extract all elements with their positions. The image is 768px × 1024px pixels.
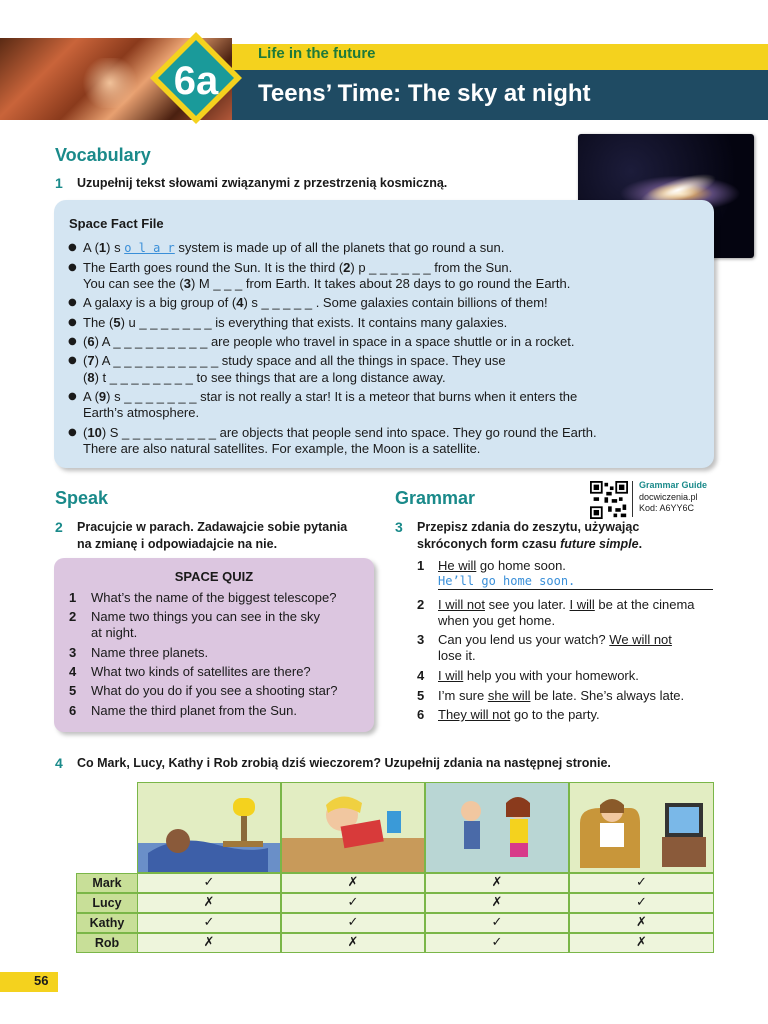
- sentence-text: see you later.: [484, 597, 570, 612]
- quiz-item-text: What do you do if you see a shooting star?: [91, 683, 338, 698]
- fact-text-end: Earth’s atmosphere.: [83, 405, 200, 420]
- grammar-guide-title: Grammar Guide: [639, 480, 708, 490]
- exercise-4-instruction: Co Mark, Lucy, Kathy i Rob zrobią dziś wieczorem? Uzupełnij zdania na następnej stronie.: [77, 756, 611, 770]
- fact-text-end: There are also natural satellites. For example, the Moon is a satellite.: [83, 441, 481, 456]
- row-name-mark: Mark: [76, 873, 138, 893]
- gap-letters: ) u _ _ _ _ _ _ _: [120, 315, 212, 330]
- grammar-item-number: 1: [417, 558, 425, 573]
- grammar-guide-site[interactable]: docwiczenia.pl: [639, 492, 698, 502]
- handwritten-letters: o l a r: [124, 241, 175, 255]
- space-fact-file-title: Space Fact File: [69, 216, 164, 231]
- gap-letters: ) s: [106, 240, 125, 255]
- exercise-3-instruction-line1: Przepisz zdania do zeszytu, używając: [417, 520, 640, 534]
- space-quiz-title: SPACE QUIZ: [174, 569, 254, 584]
- grammar-item-number: 4: [417, 668, 425, 683]
- bullet-icon: ●: [68, 262, 77, 273]
- gap-number: 2: [343, 260, 351, 275]
- mark-cell: ✗: [281, 873, 425, 893]
- sentence-text: be at the cinema: [594, 597, 695, 612]
- gap-number: 8: [87, 370, 95, 385]
- fact-line: [83, 405, 199, 420]
- exercise-1-instruction: Uzupełnij tekst słowami związanymi z przestrzenią kosmiczną.: [77, 176, 448, 190]
- grammar-sentence: [438, 668, 639, 683]
- quiz-item-number: 1: [69, 590, 77, 605]
- bullet-icon: ●: [68, 391, 77, 402]
- grammar-item-number: 5: [417, 688, 425, 703]
- exercise-2-instruction-line1: Pracujcie w parach. Zadawajcie sobie pytania: [77, 520, 348, 534]
- picture-dancing: [425, 782, 569, 873]
- fact-text-end: are people who travel in space in a space shuttle or in a rocket.: [207, 334, 575, 349]
- mark-cell: ✓: [137, 873, 281, 893]
- sentence-text: I’m sure: [438, 688, 488, 703]
- underlined-verb: I will: [569, 597, 595, 612]
- quiz-item-text: Name two things you can see in the sky: [91, 609, 321, 624]
- grammar-guide-code: Kod: A6YY6C: [639, 503, 695, 513]
- sentence-text: be late. She’s always late.: [530, 688, 685, 703]
- fact-text-end: . Some galaxies contain billions of them!: [312, 295, 548, 310]
- gap-letters: ) A _ _ _ _ _ _ _ _ _ _: [94, 353, 219, 368]
- fact-text-start: A (: [83, 240, 99, 255]
- grammar-sentence: [438, 613, 555, 628]
- mark-cell: ✗: [425, 873, 569, 893]
- fact-line: [83, 441, 480, 456]
- page-number-tab: [0, 972, 58, 992]
- fact-text-end: to see things that are a long distance away.: [192, 370, 446, 385]
- quiz-item-text: Name three planets.: [91, 645, 209, 660]
- mark-cell: ✓: [137, 913, 281, 933]
- picture-sleeping: [137, 782, 281, 873]
- fact-line: [83, 276, 570, 291]
- mark-cell: ✗: [281, 933, 425, 953]
- fact-line: [83, 425, 597, 440]
- gap-number: 9: [98, 389, 107, 404]
- exercise-1-number: 1: [55, 175, 63, 191]
- gap-number: 10: [87, 425, 102, 440]
- underlined-verb: I will not: [438, 597, 485, 612]
- fact-text-start: The (: [83, 315, 114, 330]
- fact-text-start: (: [83, 425, 88, 440]
- fact-text-start: (: [83, 370, 88, 385]
- quiz-item-text: at night.: [91, 625, 138, 640]
- grammar-sentence: [438, 597, 695, 612]
- row-name-kathy: Kathy: [76, 913, 138, 933]
- fact-text-end: system is made up of all the planets that go round a sun.: [174, 240, 505, 255]
- mark-cell: ✓: [281, 913, 425, 933]
- grammar-item-number: 6: [417, 707, 425, 722]
- mark-cell: ✓: [425, 913, 569, 933]
- quiz-item-number: 6: [69, 703, 77, 718]
- gap-number: 6: [87, 334, 95, 349]
- quiz-item-text: What two kinds of satellites are there?: [91, 664, 311, 679]
- bullet-icon: ●: [68, 336, 77, 347]
- underlined-verb: she will: [487, 688, 531, 703]
- exercise-2-number: 2: [55, 519, 63, 535]
- bullet-icon: ●: [68, 317, 77, 328]
- vocabulary-heading: Vocabulary: [55, 145, 151, 165]
- mark-cell: ✗: [569, 913, 714, 933]
- fact-text-start: (: [83, 353, 88, 368]
- quiz-item-text: Name the third planet from the Sun.: [91, 703, 297, 718]
- mark-cell: ✓: [569, 873, 714, 893]
- underlined-verb: He will: [438, 558, 477, 573]
- page-number: 56: [34, 973, 49, 988]
- fact-line: [83, 353, 506, 368]
- fact-text-start: (: [83, 334, 88, 349]
- bullet-icon: ●: [68, 355, 77, 366]
- grammar-sentence: [438, 648, 476, 663]
- grammar-sentence: [438, 707, 600, 722]
- underlined-verb: We will not: [609, 632, 672, 647]
- sentence-text: go to the party.: [510, 707, 600, 722]
- gap-letters: ) s _ _ _ _ _: [243, 295, 313, 310]
- fact-text-end: study space and all the things in space. They use: [218, 353, 506, 368]
- fact-text-end: from Earth. It takes about 28 days to go round the Earth.: [242, 276, 571, 291]
- grammar-sentence: [438, 688, 684, 703]
- mark-cell: ✓: [569, 893, 714, 913]
- underlined-verb: I will: [438, 668, 464, 683]
- mark-cell: ✗: [137, 933, 281, 953]
- gap-number: 7: [87, 353, 95, 368]
- sentence-text: go home soon.: [476, 558, 566, 573]
- fact-text-start: A galaxy is a big group of (: [83, 295, 237, 310]
- mark-cell: ✓: [425, 933, 569, 953]
- gap-letters: ) t _ _ _ _ _ _ _ _: [94, 370, 193, 385]
- unit-title: Teens’ Time: The sky at night: [258, 80, 591, 107]
- gap-number: 3: [183, 276, 191, 291]
- unit-subtitle: Life in the future: [258, 45, 376, 62]
- fact-line: [83, 295, 548, 310]
- fact-text-end: star is not really a star! It is a meteor that burns when it enters the: [196, 389, 578, 404]
- qr-divider: [632, 481, 633, 517]
- bullet-icon: ●: [68, 297, 77, 308]
- sentence-text: lose it.: [438, 648, 476, 663]
- mark-cell: ✗: [569, 933, 714, 953]
- fact-line: [83, 240, 504, 255]
- bullet-icon: ●: [68, 242, 77, 253]
- sentence-text: Can you lend us your watch?: [438, 632, 610, 647]
- grammar-sentence: [438, 558, 566, 573]
- gap-letters: ) p _ _ _ _ _ _: [350, 260, 431, 275]
- sentence-text: help you with your homework.: [463, 668, 639, 683]
- qr-code-icon[interactable]: [590, 481, 628, 519]
- gap-letters: ) s _ _ _ _ _ _ _: [106, 389, 197, 404]
- fact-line: [83, 370, 446, 385]
- exercise-3-number: 3: [395, 519, 403, 535]
- fact-text-start: A (: [83, 389, 99, 404]
- fact-line: [83, 389, 577, 404]
- grammar-heading: Grammar: [395, 488, 476, 508]
- gap-number: 5: [113, 315, 121, 330]
- grammar-item-number: 2: [417, 597, 425, 612]
- exercise-3-instruction-line2: skróconych form czasu future simple.: [417, 537, 643, 551]
- row-name-rob: Rob: [76, 933, 138, 953]
- fact-line: [83, 315, 507, 330]
- gap-letters: ) S _ _ _ _ _ _ _ _ _: [101, 425, 217, 440]
- fact-text-start: The Earth goes round the Sun. It is the third (: [83, 260, 344, 275]
- fact-text-end: from the Sun.: [430, 260, 513, 275]
- fact-line: [83, 260, 512, 275]
- exercise-4-number: 4: [55, 755, 63, 771]
- sentence-text: when you get home.: [438, 613, 556, 628]
- mark-cell: ✓: [281, 893, 425, 913]
- fact-text-end: are objects that people send into space. They go round the Earth.: [216, 425, 597, 440]
- gap-number: 1: [98, 240, 107, 255]
- gap-letters: ) A _ _ _ _ _ _ _ _ _: [94, 334, 208, 349]
- speak-heading: Speak: [55, 488, 109, 508]
- handwritten-answer: He’ll go home soon.: [438, 574, 576, 588]
- gap-number: 4: [236, 295, 244, 310]
- grammar-sentence: [438, 632, 672, 647]
- quiz-item-number: 2: [69, 609, 77, 624]
- unit-badge: [148, 30, 244, 126]
- quiz-item-number: 3: [69, 645, 77, 660]
- gap-letters: ) M _ _ _: [190, 276, 243, 291]
- fact-text-end: is everything that exists. It contains many galaxies.: [211, 315, 508, 330]
- quiz-item-number: 5: [69, 683, 77, 698]
- answer-line: [438, 589, 713, 590]
- fact-line: [83, 334, 574, 349]
- mark-cell: ✗: [137, 893, 281, 913]
- picture-watching-tv: [569, 782, 714, 873]
- quiz-item-text: What’s the name of the biggest telescope?: [91, 590, 337, 605]
- picture-reading: [281, 782, 425, 873]
- underlined-verb: They will not: [438, 707, 511, 722]
- grammar-item-number: 3: [417, 632, 425, 647]
- row-name-lucy: Lucy: [76, 893, 138, 913]
- mark-cell: ✗: [425, 893, 569, 913]
- bullet-icon: ●: [68, 427, 77, 438]
- fact-text-start: You can see the (: [83, 276, 184, 291]
- quiz-item-number: 4: [69, 664, 77, 679]
- unit-badge-label: 6a: [173, 59, 219, 103]
- exercise-2-instruction-line2: na zmianę i odpowiadajcie na nie.: [77, 537, 278, 551]
